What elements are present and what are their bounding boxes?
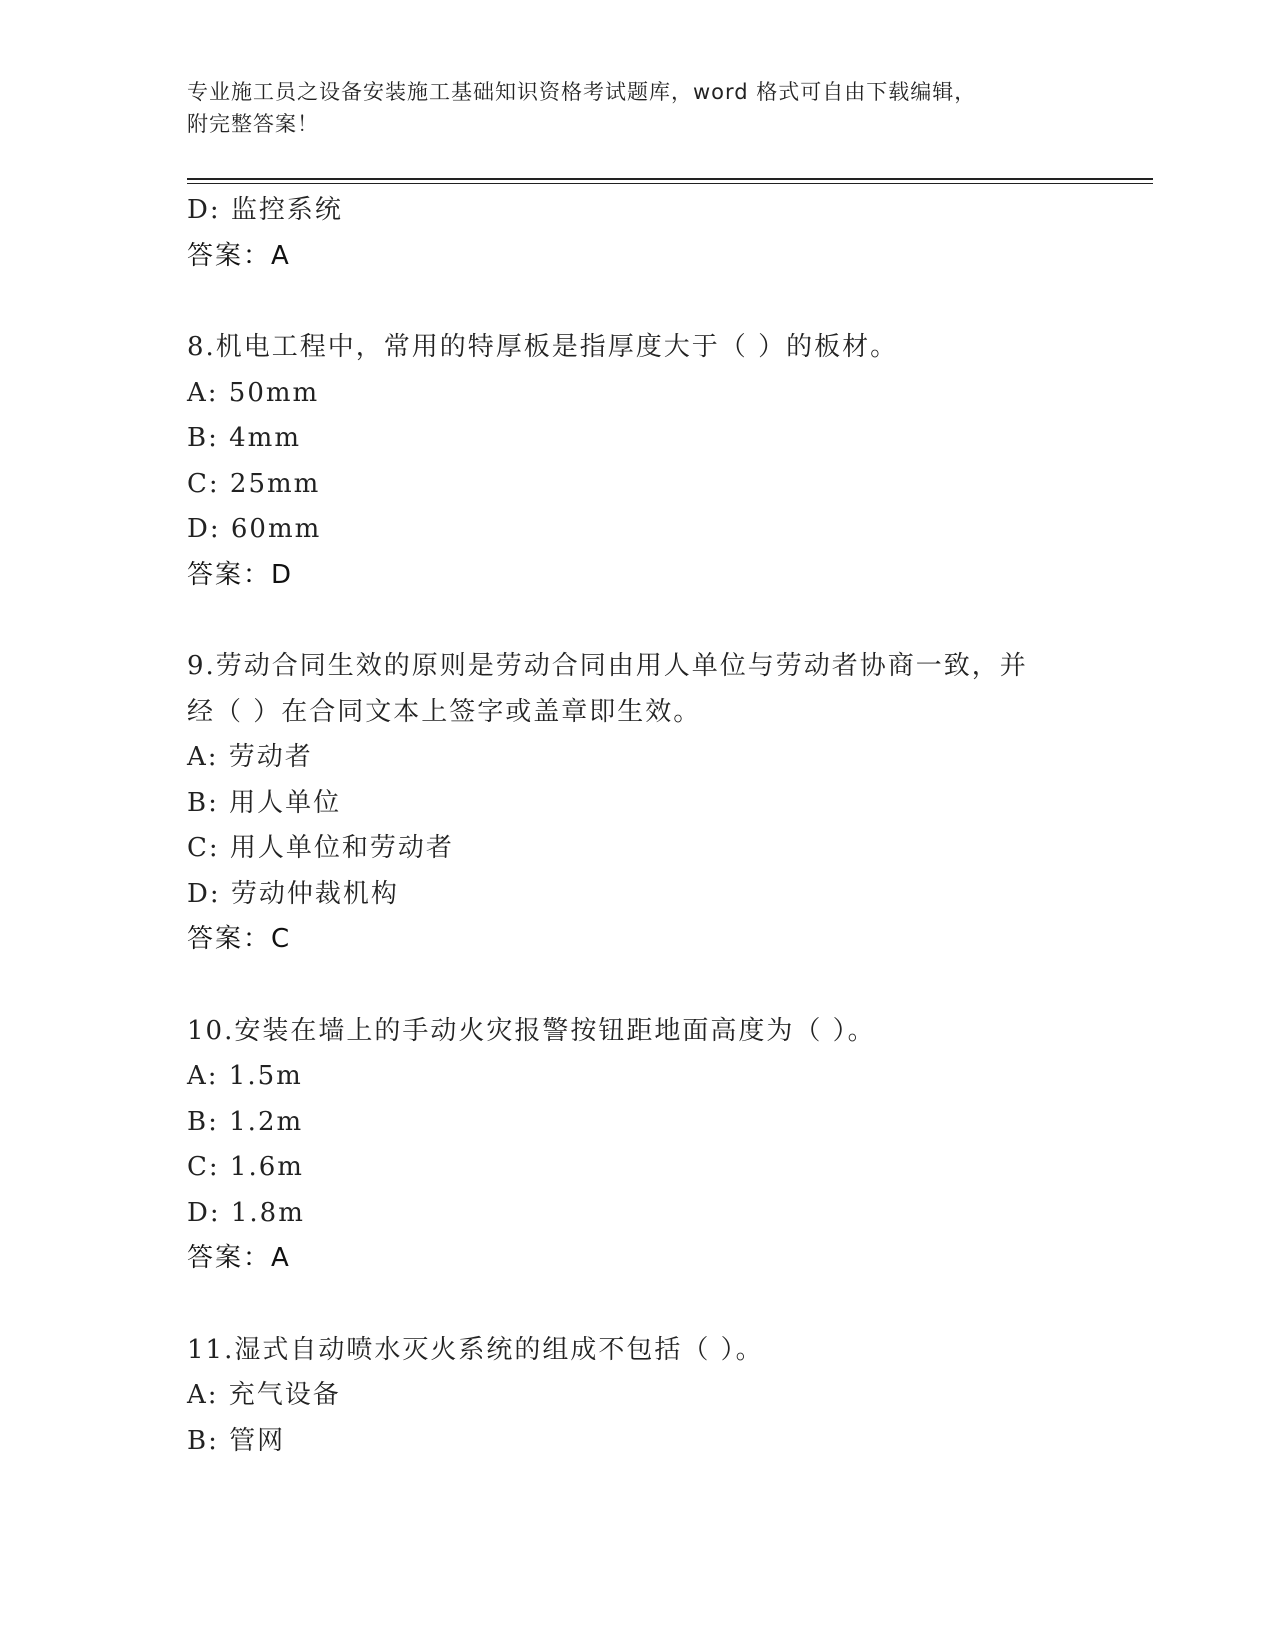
header-line-1: 专业施工员之设备安装施工基础知识资格考试题库，word 格式可自由下载编辑， <box>187 80 977 104</box>
answer-label: 答案：C <box>187 924 292 954</box>
document-header <box>187 76 1067 140</box>
option-d: D: 劳动仲裁机构 <box>187 878 399 909</box>
option-a: A: 50mm <box>187 377 320 408</box>
question-7 <box>187 188 1153 279</box>
option-d: D: 监控系统 <box>187 195 343 225</box>
option-c: C: 25mm <box>187 468 321 499</box>
spacer <box>187 279 1153 325</box>
spacer <box>187 963 1153 1009</box>
option-d: D: 1.8m <box>187 1197 305 1228</box>
option-b: B: 用人单位 <box>187 787 342 818</box>
option-c: C: 1.6m <box>187 1152 304 1182</box>
answer-label: 答案：A <box>187 240 291 271</box>
answer-label: 答案：D <box>187 559 294 590</box>
option-b: B: 管网 <box>187 1425 286 1456</box>
option-a: A: 充气设备 <box>187 1380 341 1410</box>
question-text: 8.机电工程中，常用的特厚板是指厚度大于（ ）的板材。 <box>187 332 899 362</box>
spacer <box>187 598 1153 644</box>
question-8 <box>187 325 1153 598</box>
header-divider-thick <box>187 178 1153 180</box>
question-9 <box>187 644 1153 963</box>
option-c: C: 用人单位和劳动者 <box>187 833 454 863</box>
question-list <box>187 188 1153 1464</box>
question-text: 10.安装在墙上的手动火灾报警按钮距地面高度为（ ）。 <box>187 1015 876 1046</box>
header-divider-thin <box>187 183 1153 184</box>
option-a: A: 1.5m <box>187 1061 303 1091</box>
option-b: B: 4mm <box>187 423 301 453</box>
question-11 <box>187 1328 1153 1465</box>
option-d: D: 60mm <box>187 514 322 544</box>
option-a: A: 劳动者 <box>187 742 313 772</box>
header-line-2: 附完整答案！ <box>187 112 319 136</box>
question-text: 11.湿式自动喷水灭火系统的组成不包括（ ）。 <box>187 1334 764 1365</box>
option-b: B: 1.2m <box>187 1106 304 1137</box>
spacer <box>187 1282 1153 1328</box>
answer-label: 答案：A <box>187 1243 291 1273</box>
question-text-line-2: 经（ ）在合同文本上签字或盖章即生效。 <box>187 696 702 727</box>
question-10 <box>187 1009 1153 1282</box>
question-text-line-1: 9.劳动合同生效的原则是劳动合同由用人单位与劳动者协商一致，并 <box>187 651 1028 681</box>
